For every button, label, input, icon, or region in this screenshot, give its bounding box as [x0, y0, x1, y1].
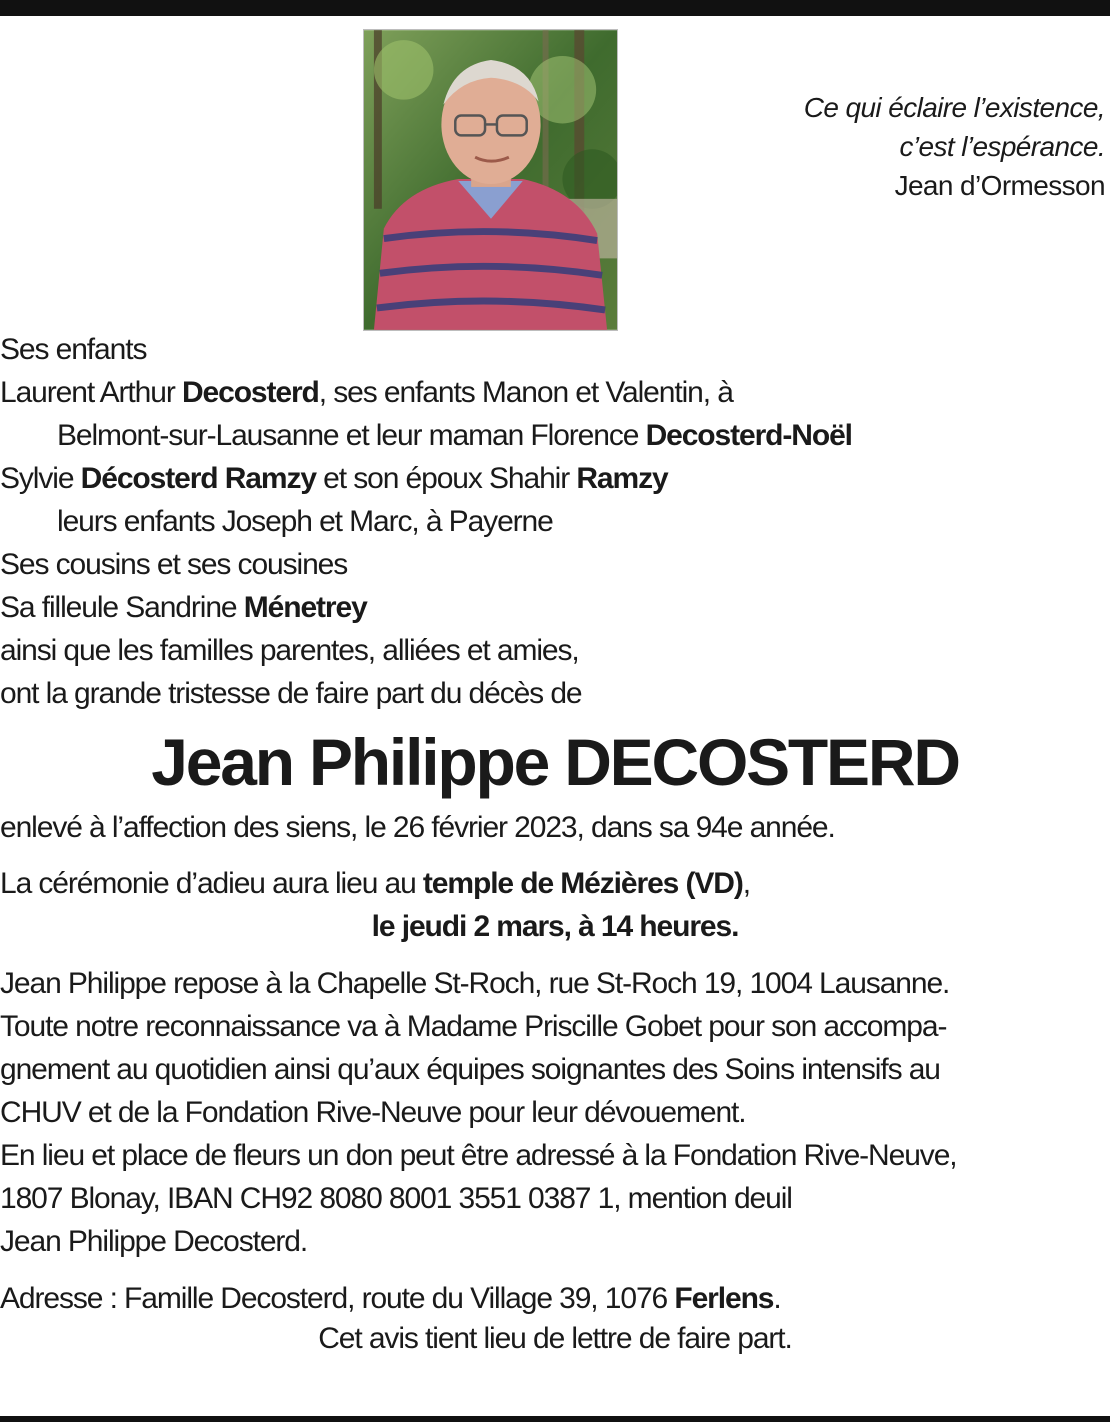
- details-line-6: 1807 Blonay, IBAN CH92 8080 8001 3551 0387 1, mention deuil: [0, 1182, 792, 1215]
- deceased-name: Jean Philippe DECOSTERD: [151, 725, 959, 799]
- closing-line: Cet avis tient lieu de lettre de faire part.: [318, 1322, 792, 1355]
- family-sylvie-continuation: leurs enfants Joseph et Marc, à Payerne: [57, 505, 553, 538]
- details-line-3: gnement au quotidien ainsi qu’aux équipes soignantes des Soins intensifs au: [0, 1053, 940, 1086]
- address-line: Adresse : Famille Decosterd, route du Village 39, 1076 Ferlens.: [0, 1282, 781, 1315]
- details-line-5: En lieu et place de fleurs un don peut être adressé à la Fondation Rive-Neuve,: [0, 1139, 957, 1172]
- portrait-illustration: [364, 30, 617, 330]
- epigraph-author: Jean d’Ormesson: [894, 170, 1105, 201]
- details-line-2: Toute notre reconnaissance va à Madame Priscille Gobet pour son accompa-: [0, 1010, 947, 1043]
- family-announce: ont la grande tristesse de faire part du décès de: [0, 677, 582, 710]
- epigraph-line-2: c’est l’espérance.: [899, 131, 1105, 162]
- family-cousins: Ses cousins et ses cousines: [0, 548, 348, 581]
- family-sylvie-line: Sylvie Décosterd Ramzy et son époux Shahir Ramzy: [0, 462, 668, 495]
- ceremony-when: le jeudi 2 mars, à 14 heures.: [371, 910, 739, 943]
- family-filleule: Sa filleule Sandrine Ménetrey: [0, 591, 367, 624]
- bottom-border-rule: [0, 1416, 1110, 1422]
- death-line: enlevé à l’affection des siens, le 26 février 2023, dans sa 94e année.: [0, 811, 835, 844]
- family-others: ainsi que les familles parentes, alliées et amies,: [0, 634, 579, 667]
- portrait-photo: [363, 29, 618, 331]
- details-line-4: CHUV et de la Fondation Rive-Neuve pour leur dévouement.: [0, 1096, 746, 1129]
- details-line-1: Jean Philippe repose à la Chapelle St-Roch, rue St-Roch 19, 1004 Lausanne.: [0, 967, 950, 1000]
- details-line-7: Jean Philippe Decosterd.: [0, 1225, 308, 1258]
- family-intro: Ses enfants: [0, 333, 147, 366]
- epigraph-line-1: Ce qui éclaire l’existence,: [803, 92, 1105, 123]
- epigraph: [804, 88, 1105, 205]
- top-border-rule: [0, 0, 1110, 16]
- ceremony-line: La cérémonie d’adieu aura lieu au temple de Mézières (VD),: [0, 867, 750, 900]
- family-laurent-line: Laurent Arthur Decosterd, ses enfants Manon et Valentin, à: [0, 376, 733, 409]
- family-laurent-continuation: Belmont-sur-Lausanne et leur maman Florence Decosterd-Noël: [57, 419, 852, 452]
